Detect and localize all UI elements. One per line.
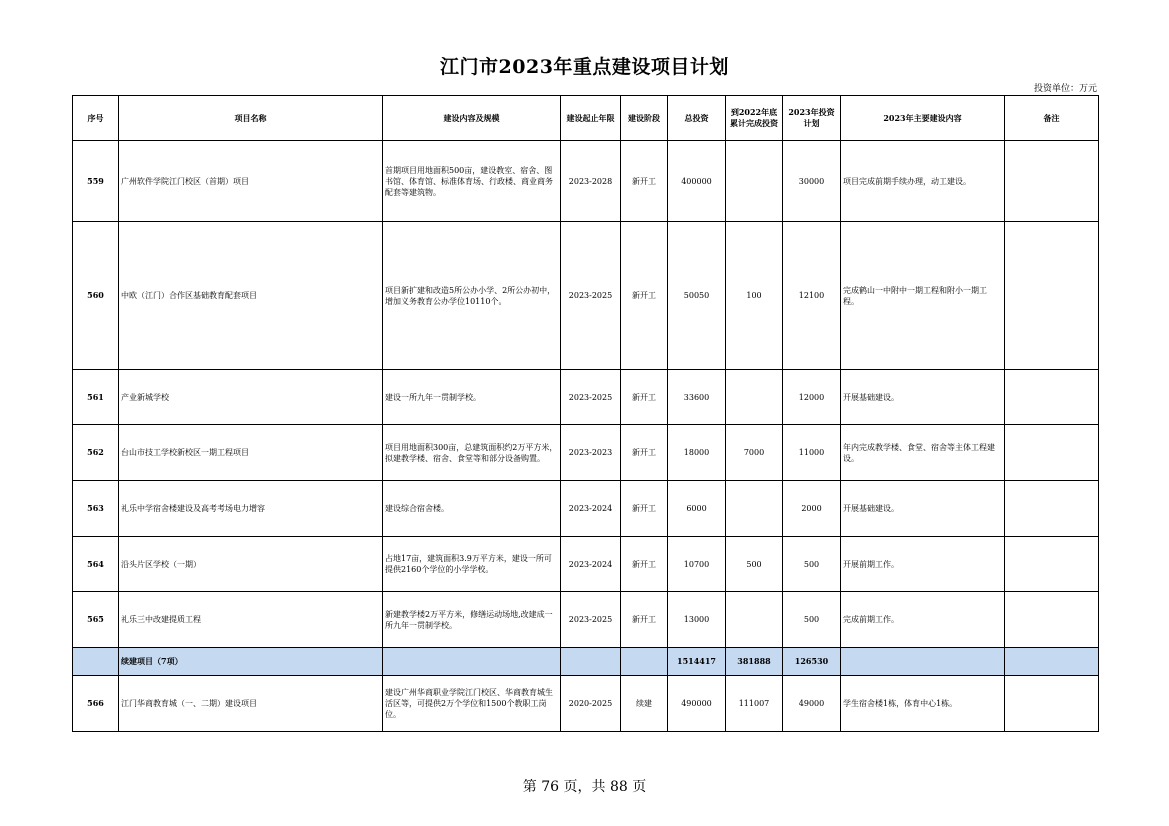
total-investment: 10700 xyxy=(668,537,726,592)
row-number: 561 xyxy=(73,370,119,425)
header-cell: 备注 xyxy=(1005,96,1099,141)
project-years: 2023-2023 xyxy=(561,425,621,481)
header-cell: 项目名称 xyxy=(119,96,383,141)
project-name: 台山市技工学校新校区一期工程项目 xyxy=(119,425,383,481)
main-content: 完成前期工作。 xyxy=(841,592,1005,648)
header-cell: 建设阶段 xyxy=(621,96,668,141)
row-number: 560 xyxy=(73,222,119,370)
subtotal-empty xyxy=(561,648,621,676)
subtotal-empty xyxy=(621,648,668,676)
planned-investment: 2000 xyxy=(783,481,841,537)
row-number: 566 xyxy=(73,676,119,732)
header-cell: 总投资 xyxy=(668,96,726,141)
table-row xyxy=(73,222,1099,370)
main-content: 开展基础建设。 xyxy=(841,370,1005,425)
subtotal-empty xyxy=(73,648,119,676)
header-cell: 建设内容及规模 xyxy=(383,96,561,141)
project-name: 产业新城学校 xyxy=(119,370,383,425)
remarks xyxy=(1005,537,1099,592)
project-scope: 建设一所九年一贯制学校。 xyxy=(383,370,561,425)
planned-investment: 500 xyxy=(783,537,841,592)
total-investment: 6000 xyxy=(668,481,726,537)
remarks xyxy=(1005,592,1099,648)
completed-investment: 500 xyxy=(726,537,783,592)
main-content: 学生宿舍楼1栋，体育中心1栋。 xyxy=(841,676,1005,732)
planned-investment: 500 xyxy=(783,592,841,648)
remarks xyxy=(1005,481,1099,537)
table-row xyxy=(73,141,1099,222)
subtotal-empty xyxy=(1005,648,1099,676)
subtotal-row xyxy=(73,648,1099,676)
project-scope: 首期项目用地面积500亩，建设教室、宿舍、图书馆、体育馆、标准体育场、行政楼、商业商务配套等建筑物。 xyxy=(383,141,561,222)
total-investment: 490000 xyxy=(668,676,726,732)
planned-investment: 49000 xyxy=(783,676,841,732)
subtotal-total: 1514417 xyxy=(668,648,726,676)
completed-investment xyxy=(726,370,783,425)
main-content: 开展基础建设。 xyxy=(841,481,1005,537)
project-name: 广州软件学院江门校区（首期）项目 xyxy=(119,141,383,222)
project-name: 礼乐三中改建提质工程 xyxy=(119,592,383,648)
planned-investment: 11000 xyxy=(783,425,841,481)
project-stage: 新开工 xyxy=(621,370,668,425)
header-cell: 建设起止年限 xyxy=(561,96,621,141)
table-row xyxy=(73,592,1099,648)
main-content: 项目完成前期手续办理，动工建设。 xyxy=(841,141,1005,222)
subtotal-label: 续建项目（7项） xyxy=(119,648,383,676)
page-title: 江门市2023年重点建设项目计划 xyxy=(440,56,729,78)
project-years: 2023-2025 xyxy=(561,222,621,370)
subtotal-empty xyxy=(383,648,561,676)
table-row xyxy=(73,481,1099,537)
planned-investment: 30000 xyxy=(783,141,841,222)
total-investment: 13000 xyxy=(668,592,726,648)
project-name: 礼乐中学宿舍楼建设及高考考场电力增容 xyxy=(119,481,383,537)
remarks xyxy=(1005,222,1099,370)
header-cell: 2023年主要建设内容 xyxy=(841,96,1005,141)
project-years: 2023-2024 xyxy=(561,481,621,537)
project-name: 沿头片区学校（一期） xyxy=(119,537,383,592)
completed-investment xyxy=(726,481,783,537)
row-number: 564 xyxy=(73,537,119,592)
project-stage: 新开工 xyxy=(621,481,668,537)
project-years: 2023-2025 xyxy=(561,592,621,648)
project-scope: 新建教学楼2万平方米，修缮运动场地,改建成一所九年一贯制学校。 xyxy=(383,592,561,648)
project-stage: 新开工 xyxy=(621,222,668,370)
completed-investment xyxy=(726,592,783,648)
project-stage: 续建 xyxy=(621,676,668,732)
project-years: 2023-2028 xyxy=(561,141,621,222)
remarks xyxy=(1005,141,1099,222)
remarks xyxy=(1005,370,1099,425)
table-row xyxy=(73,537,1099,592)
project-scope: 建设综合宿舍楼。 xyxy=(383,481,561,537)
planned-investment: 12100 xyxy=(783,222,841,370)
main-content: 完成鹤山一中附中一期工程和附小一期工程。 xyxy=(841,222,1005,370)
total-investment: 18000 xyxy=(668,425,726,481)
row-number: 562 xyxy=(73,425,119,481)
header-cell: 2023年投资计划 xyxy=(783,96,841,141)
row-number: 559 xyxy=(73,141,119,222)
project-years: 2020-2025 xyxy=(561,676,621,732)
project-stage: 新开工 xyxy=(621,537,668,592)
project-name: 江门华商教育城（一、二期）建设项目 xyxy=(119,676,383,732)
project-scope: 项目新扩建和改造5所公办小学、2所公办初中，增加义务教育公办学位10110个。 xyxy=(383,222,561,370)
subtotal-done: 381888 xyxy=(726,648,783,676)
table-row xyxy=(73,425,1099,481)
project-name: 中欧（江门）合作区基础教育配套项目 xyxy=(119,222,383,370)
table-row xyxy=(73,676,1099,732)
header-cell: 到2022年底累计完成投资 xyxy=(726,96,783,141)
subtotal-plan: 126530 xyxy=(783,648,841,676)
project-scope: 建设广州华商职业学院江门校区、华商教育城生活区等，可提供2万个学位和1500个教职工岗位。 xyxy=(383,676,561,732)
completed-investment: 100 xyxy=(726,222,783,370)
planned-investment: 12000 xyxy=(783,370,841,425)
remarks xyxy=(1005,676,1099,732)
project-scope: 项目用地面积300亩，总建筑面积约2万平方米，拟建教学楼、宿舍、食堂等和部分设备购置。 xyxy=(383,425,561,481)
project-years: 2023-2024 xyxy=(561,537,621,592)
main-content: 开展前期工作。 xyxy=(841,537,1005,592)
completed-investment: 7000 xyxy=(726,425,783,481)
header-cell: 序号 xyxy=(73,96,119,141)
total-investment: 400000 xyxy=(668,141,726,222)
project-table xyxy=(72,95,1099,732)
project-stage: 新开工 xyxy=(621,141,668,222)
total-investment: 33600 xyxy=(668,370,726,425)
total-investment: 50050 xyxy=(668,222,726,370)
header-row xyxy=(73,96,1099,141)
row-number: 563 xyxy=(73,481,119,537)
completed-investment xyxy=(726,141,783,222)
project-stage: 新开工 xyxy=(621,425,668,481)
project-stage: 新开工 xyxy=(621,592,668,648)
completed-investment: 111007 xyxy=(726,676,783,732)
table-row xyxy=(73,370,1099,425)
subtotal-empty xyxy=(841,648,1005,676)
investment-unit: 投资单位：万元 xyxy=(1033,84,1097,94)
main-content: 年内完成教学楼、食堂、宿舍等主体工程建设。 xyxy=(841,425,1005,481)
row-number: 565 xyxy=(73,592,119,648)
page-footer: 第 76 页，共 88 页 xyxy=(522,779,647,795)
remarks xyxy=(1005,425,1099,481)
project-years: 2023-2025 xyxy=(561,370,621,425)
project-scope: 占地17亩，建筑面积3.9万平方米，建设一所可提供2160个学位的小学学校。 xyxy=(383,537,561,592)
